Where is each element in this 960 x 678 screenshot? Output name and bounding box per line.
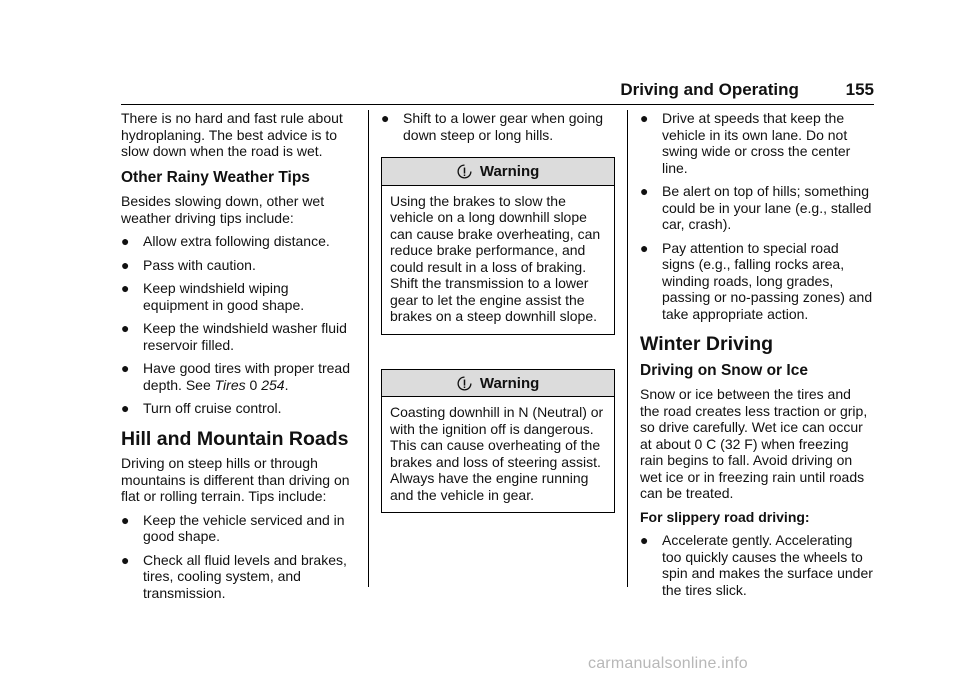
warning-body: Using the brakes to slow the vehicle on a long downhill slope can cause brake overheating, can reduce brake performance, and could result in a loss of braking. Shift the transmission to a lower gear to let the engine assist the brakes on a steep downhill slope. — [390, 192, 601, 324]
tires-page-link[interactable]: 254 — [261, 376, 285, 393]
list-item: ● Allow extra following distance. — [121, 233, 330, 249]
watermark: carmanualsonline.info — [588, 655, 748, 672]
hydroplaning-paragraph: There is no hard and fast rule about hydroplaning. The best advice is to slow down when the road is wet. — [121, 110, 343, 159]
bullet-icon: ● — [640, 532, 649, 548]
list-item: ● Drive at speeds that keep the vehicle in its own lane. Do not swing wide or cross the center line. — [640, 110, 851, 176]
list-item: ● Shift to a lower gear when going down steep or long hills. — [381, 110, 604, 143]
warning-title: Warning — [479, 163, 540, 180]
header-rule — [121, 104, 874, 105]
list-item: ● Be alert on top of hills; something could be in your lane (e.g., stalled car, crash). — [640, 183, 872, 232]
bullet-icon: ● — [121, 511, 130, 528]
bullet-icon: ● — [640, 183, 649, 199]
warning-header — [382, 370, 614, 398]
rainy-tips-intro: Besides slowing down, other wet weather driving tips include: — [121, 193, 325, 226]
section-title: Driving and Operating — [620, 80, 799, 99]
snow-ice-heading: Driving on Snow or Ice — [640, 361, 808, 379]
warning-body: Coasting downhill in N (Neutral) or with the ignition off is dangerous. This can cause overheating of the brakes and loss of steering assist. Always have the engine running and the vehicle in gear. — [390, 404, 604, 503]
winter-driving-heading: Winter Driving — [640, 333, 774, 355]
hill-roads-intro: Driving on steep hills or through mountains is different than driving on flat or rolling terrain. Tips include: — [121, 455, 350, 504]
warning-icon — [457, 376, 472, 391]
warning-header — [382, 158, 614, 186]
bullet-icon: ● — [640, 110, 649, 126]
warning-title: Warning — [479, 374, 540, 392]
list-item: ● Pay attention to special road signs (e.g., falling rocks area, winding roads, long grades, passing or no-passing zones) and take appropriate action. — [640, 239, 873, 322]
tires-link[interactable]: Tires — [214, 376, 246, 393]
column-1 — [121, 110, 356, 608]
column-3 — [640, 110, 874, 605]
bullet-icon: ● — [121, 233, 130, 249]
snow-ice-paragraph: Snow or ice between the tires and the road creates less traction or grip, so drive carefully. Wet ice can occur at about 0 C (32 F) when freezing rain begins to fall. Avoid driving on wet ice or in freezing rain until roads can be treated. — [640, 386, 868, 501]
column-divider-2 — [627, 110, 628, 587]
hill-roads-heading: Hill and Mountain Roads — [121, 427, 349, 450]
list-item: ● Keep the vehicle serviced and in good shape. — [121, 511, 345, 544]
list-item: ● Accelerate gently. Accelerating too quickly causes the wheels to spin and makes the surface under the tires slick. — [640, 532, 873, 598]
list-item: ● Pass with caution. — [121, 256, 256, 273]
bullet-icon: ● — [121, 280, 130, 296]
warning-box-brakes — [381, 157, 615, 335]
list-item: ● Turn off cruise control. — [121, 400, 282, 416]
bullet-icon: ● — [121, 256, 130, 273]
slippery-road-label: For slippery road driving: — [640, 508, 810, 525]
column-2 — [381, 110, 615, 513]
list-item: ● Check all fluid levels and brakes, tires, cooling system, and transmission. — [121, 551, 347, 601]
bullet-icon: ● — [121, 551, 130, 568]
page-number: 155 — [845, 80, 874, 99]
list-item: ● Keep windshield wiping equipment in good shape. — [121, 280, 305, 313]
page-header — [0, 80, 874, 100]
list-item: ● Keep the windshield washer fluid reservoir filled. — [121, 320, 347, 353]
bullet-icon: ● — [121, 400, 130, 416]
list-item: ● Have good tires with proper tread depth. See Tires 0 254. — [121, 360, 350, 393]
column-divider-1 — [368, 110, 369, 587]
page-ref-arrow-icon: 0 — [249, 376, 258, 393]
warning-box-coasting — [381, 369, 615, 514]
bullet-icon: ● — [121, 320, 130, 336]
warning-icon — [457, 164, 472, 179]
rainy-tips-heading: Other Rainy Weather Tips — [121, 168, 310, 186]
bullet-icon: ● — [121, 360, 130, 376]
bullet-icon: ● — [640, 239, 649, 256]
bullet-icon: ● — [381, 110, 390, 126]
